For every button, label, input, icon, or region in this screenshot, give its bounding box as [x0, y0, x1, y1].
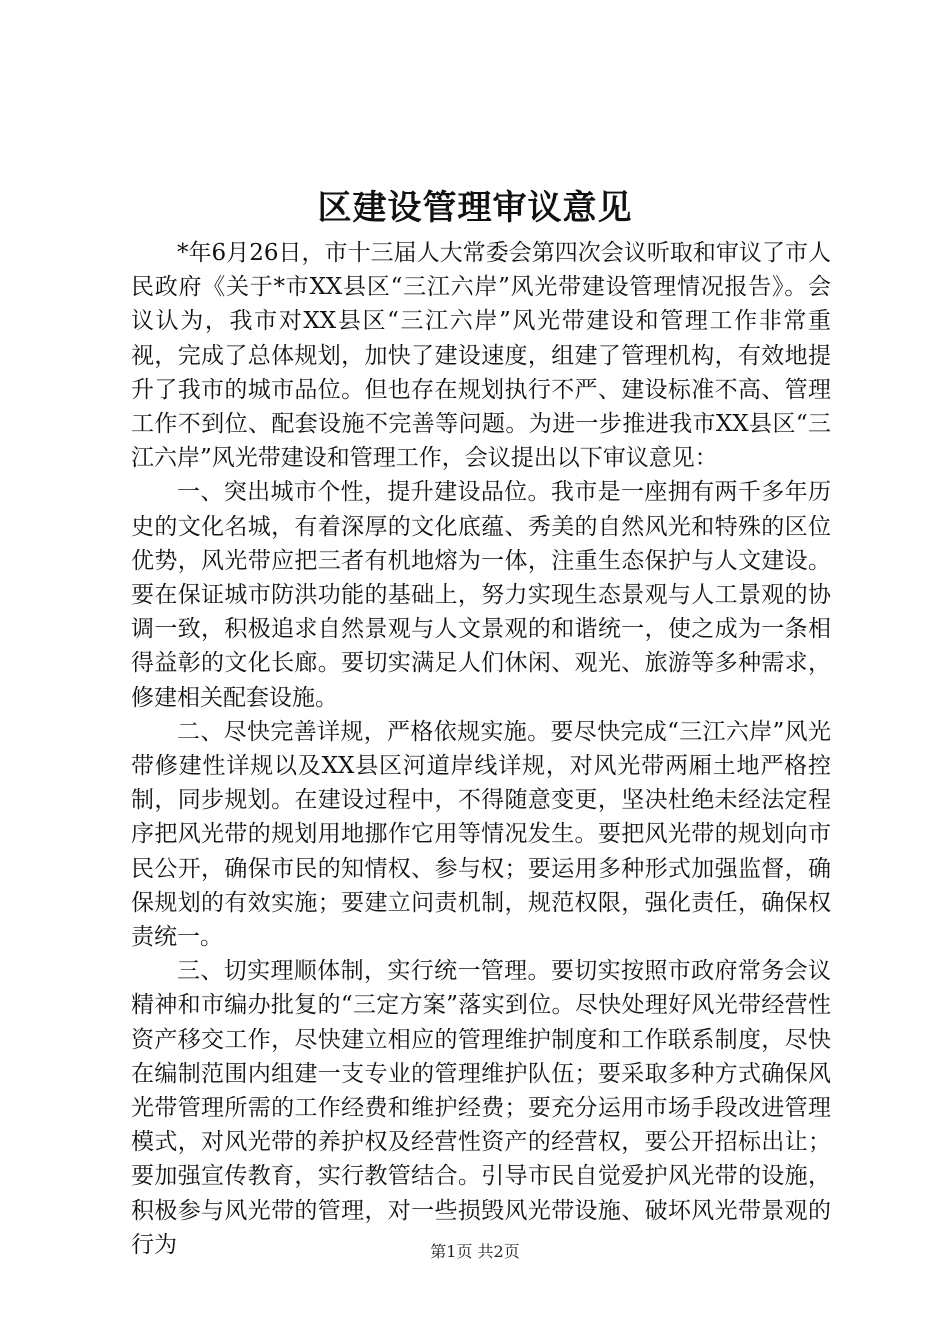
- page-number-footer: 第1页 共2页: [430, 1242, 520, 1261]
- paragraph-intro: *年6月26日，市十三届人大常委会第四次会议听取和审议了市人民政府《关于*市XX县区“三江六岸”风光带建设管理情况报告》。会议认为，我市对XX县区“三江六岸”风光带建设和管理工作非常重视，完成了总体规划，加快了建设速度，组建了管理机构，有效地提升了我市的城市品位。但也存在规划执行不严、建设标准不高、管理工作不到位、配套设施不完善等问题。为进一步推进我市XX县区“三江六岸”风光带建设和管理工作，会议提出以下审议意见：: [131, 240, 831, 472]
- paragraph-section-2: 二、尽快完善详规，严格依规实施。要尽快完成“三江六岸”风光带修建性详规以及XX县区河道岸线详规，对风光带两厢土地严格控制，同步规划。在建设过程中，不得随意变更，坚决杜绝未经法定程序把风光带的规划用地挪作它用等情况发生。要把风光带的规划向市民公开，确保市民的知情权、参与权；要运用多种形式加强监督，确保规划的有效实施；要建立问责机制，规范权限，强化责任，确保权责统一。: [131, 718, 831, 951]
- document-body: [131, 236, 831, 1262]
- document-title: 区建设管理审议意见: [317, 188, 633, 228]
- paragraph-section-3: 三、切实理顺体制，实行统一管理。要切实按照市政府常务会议精神和市编办批复的“三定方案”落实到位。尽快处理好风光带经营性资产移交工作，尽快建立相应的管理维护制度和工作联系制度，尽快在编制范围内组建一支专业的管理维护队伍；要采取多种方式确保风光带管理所需的工作经费和维护经费；要充分运用市场手段改进管理模式，对风光带的养护权及经营性资产的经营权，要公开招标出让；要加强宣传教育，实行教管结合。引导市民自觉爱护风光带的设施，积极参与风光带的管理，对一些损毁风光带设施、破坏风光带景观的行为: [131, 958, 831, 1258]
- paragraph-section-1: 一、突出城市个性，提升建设品位。我市是一座拥有两千多年历史的文化名城，有着深厚的文化底蕴、秀美的自然风光和特殊的区位优势，风光带应把三者有机地熔为一体，注重生态保护与人文建设。要在保证城市防洪功能的基础上，努力实现生态景观与人工景观的协调一致，积极追求自然景观与人文景观的和谐统一，使之成为一条相得益彰的文化长廊。要切实满足人们休闲、观光、旅游等多种需求，修建相关配套设施。: [131, 479, 831, 711]
